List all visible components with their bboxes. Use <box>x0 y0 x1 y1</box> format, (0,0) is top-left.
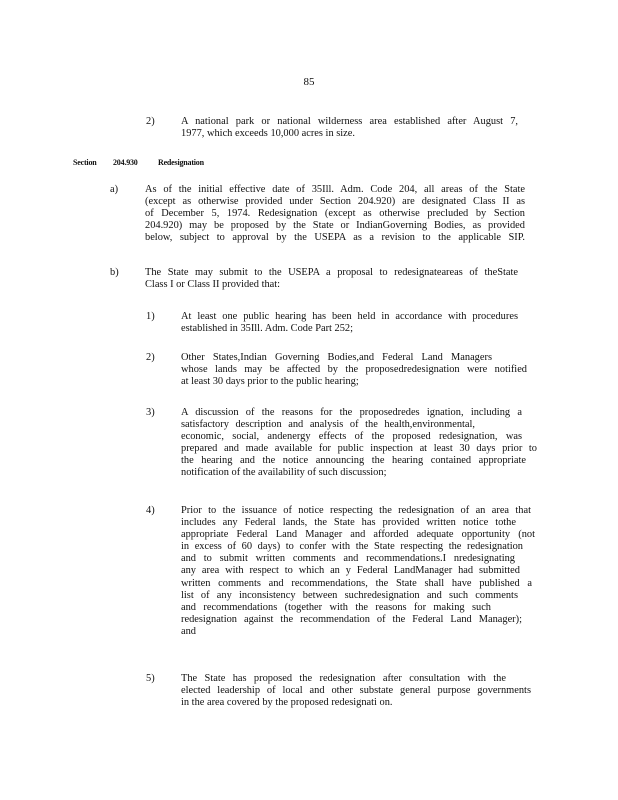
section-label: Section <box>73 158 97 167</box>
text-line: any area with respect to which an y Federal LandManager had submitted <box>181 565 520 577</box>
text-line: Prior to the issuance of notice respecting the redesignation of an area that <box>181 505 531 516</box>
section-title: Redesignation <box>158 158 204 167</box>
subsection-marker: a) <box>110 184 119 195</box>
text-line: The State may submit to the USEPA a proposal to redesignateareas of theState <box>145 267 518 278</box>
text-line: the hearing and the notice announcing the hearing contained appropriate <box>181 455 526 467</box>
item-text <box>181 352 527 388</box>
item-marker: 1) <box>146 311 155 322</box>
item-text <box>181 116 518 140</box>
item-text <box>181 407 537 480</box>
text-line: and recommendations (together with the reasons for making such <box>181 601 491 613</box>
text-line: notification of the availability of such discussion; <box>181 467 387 479</box>
text-line: established in 35Ill. Adm. Code Part 252; <box>181 323 354 335</box>
section-number: 204.930 <box>113 158 138 167</box>
text-line: At least one public hearing has been held in accordance with procedures <box>181 311 518 322</box>
text-line: in the area covered by the proposed redesignati on. <box>181 697 393 709</box>
text-line: A national park or national wilderness area established after August 7, <box>181 116 518 127</box>
text-line: and <box>181 625 197 637</box>
item-text <box>181 311 518 335</box>
item-marker: 5) <box>146 673 155 684</box>
subsection-marker: b) <box>110 267 119 278</box>
text-line: at least 30 days prior to the public hearing; <box>181 376 359 388</box>
subsection-text <box>145 267 518 291</box>
item-marker: 2) <box>146 352 155 363</box>
text-line: in excess of 60 days) to confer with the State respecting the redesignation <box>181 541 523 553</box>
text-line: list of any inconsistency between suchredesignation and such comments <box>181 589 518 601</box>
text-line: A discussion of the reasons for the proposedredes ignation, including a <box>181 407 522 418</box>
text-line: 1977, which exceeds 10,000 acres in size. <box>181 128 355 140</box>
text-line: As of the initial effective date of 35Ill. Adm. Code 204, all areas of the State <box>145 184 525 195</box>
text-line: prepared and made available for public inspection at least 30 days prior to <box>181 443 537 455</box>
text-line: elected leadership of local and other substate general purpose governments <box>181 685 531 697</box>
text-line: economic, social, andenergy effects of the proposed redesignation, was <box>181 431 522 443</box>
text-line: below, subject to approval by the USEPA as a revision to the applicable SIP. <box>145 232 525 244</box>
text-line: redesignation against the recommendation of the Federal Land Manager); <box>181 613 522 625</box>
subsection-text <box>145 184 525 244</box>
text-line: written comments and recommendations, the State shall have published a <box>181 577 532 589</box>
text-line: of December 5, 1974. Redesignation (except as otherwise precluded by Section <box>145 208 525 220</box>
item-text <box>181 673 531 709</box>
item-marker: 4) <box>146 505 155 516</box>
text-line: Other States,Indian Governing Bodies,and Federal Land Managers <box>181 352 492 363</box>
text-line: Class I or Class II provided that: <box>145 279 281 291</box>
text-line: appropriate Federal Land Manager and afforded adequate opportunity (not <box>181 529 535 541</box>
item-marker: 2) <box>146 116 155 127</box>
text-line: (except as otherwise provided under Section 204.920) are designated Class II as <box>145 196 525 208</box>
text-line: whose lands may be affected by the proposedredesignation were notified <box>181 364 527 376</box>
text-line: satisfactory description and analysis of the health,environmental, <box>181 419 475 431</box>
text-line: The State has proposed the redesignation after consultation with the <box>181 673 506 684</box>
text-line: includes any Federal lands, the State has provided written notice tothe <box>181 517 516 529</box>
page-number: 85 <box>303 76 315 88</box>
text-line: 204.920) may be proposed by the State or IndianGoverning Bodies, as provided <box>145 220 525 232</box>
item-marker: 3) <box>146 407 155 418</box>
item-text <box>181 505 535 638</box>
text-line: and to submit written comments and recommendations.I nredesignating <box>181 553 515 565</box>
